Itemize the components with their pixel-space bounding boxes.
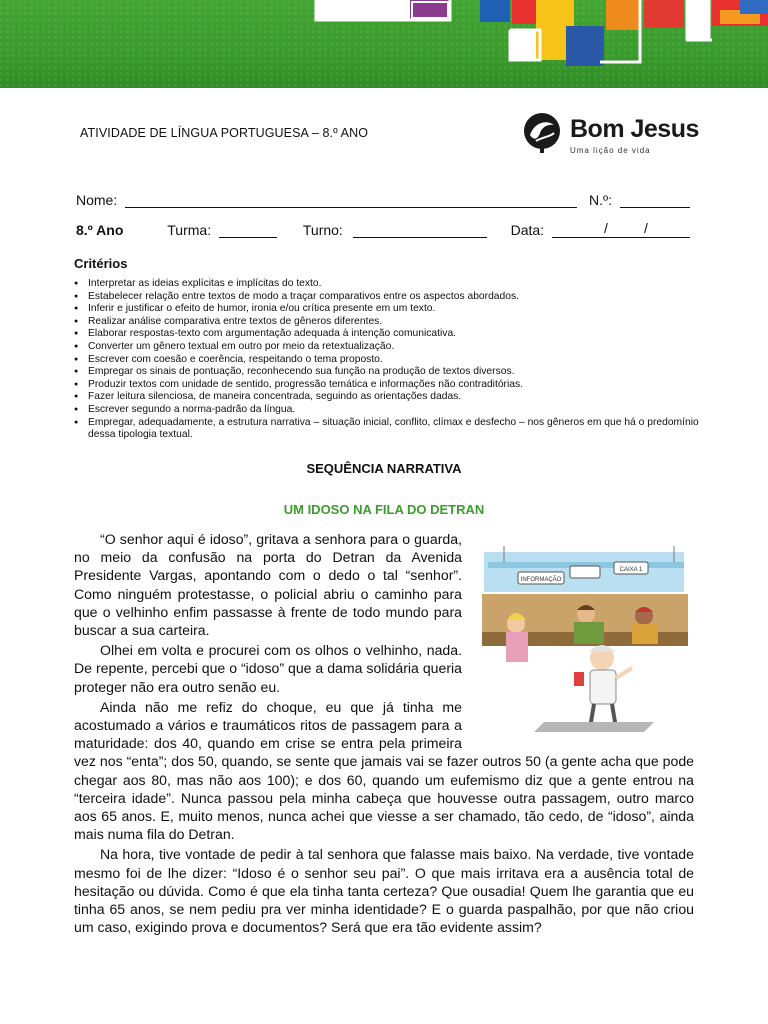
story-paragraph: Olhei em volta e procurei com os olhos o velhinho, nada. De repente, percebi que o “idoso” que a dama solidária queria proteger não era outro senão eu.: [74, 642, 462, 695]
criterios-list: [74, 278, 708, 442]
criterio-item: ● Empregar, adequadamente, a estrutura narrativa – situação inicial, conflito, clímax e desfecho – nos gêneros em que há o predomínio dessa tipologia textual.: [88, 417, 708, 442]
criterio-item: ● Empregar os sinais de pontuação, reconhecendo sua função na produção de textos diversos.: [88, 366, 708, 379]
nome-field[interactable]: [125, 192, 577, 208]
criterio-item: ● Escrever com coesão e coerência, respeitando o tema proposto.: [88, 354, 708, 367]
turma-field[interactable]: [219, 222, 277, 238]
data-label: Data:: [510, 222, 545, 238]
section-title: SEQUÊNCIA NARRATIVA: [306, 461, 462, 476]
numero-field[interactable]: [620, 192, 690, 208]
story-title: UM IDOSO NA FILA DO DETRAN: [283, 502, 485, 517]
ano-label: 8.º Ano: [76, 222, 124, 238]
turno-label: Turno:: [302, 222, 343, 238]
logo-emblem-icon: [522, 111, 562, 153]
criterio-item: ● Escrever segundo a norma-padrão da língua.: [88, 404, 708, 417]
data-slash: /: [603, 220, 608, 236]
bom-jesus-logo: [522, 111, 702, 159]
header-banner: [0, 0, 768, 88]
criterio-item: ● Produzir textos com unidade de sentido, progressão temática e informações não contraditórias.: [88, 379, 708, 392]
turno-field[interactable]: [353, 222, 487, 238]
logo-name: Bom Jesus: [570, 115, 699, 143]
data-field[interactable]: [552, 222, 690, 238]
form-row-name: [76, 192, 690, 208]
sign-informacao: INFORMAÇÃO: [520, 577, 562, 583]
numero-label: N.º:: [589, 192, 613, 208]
banner-graphic: [0, 0, 768, 88]
story-paragraph: Ainda não me refiz do choque, eu que já tinha me acostumado a vários e traumáticos ritos de passagem para a maturidade: dos 40, quando em crise se entra pela primeira vez nos “enta”; dos 50, quando, se sente que jamais vai se fazer outros 50 (a gente acha que pode chegar aos 80, mas não aos 100); e dos 60, quando um eufemismo diz que a gente entrou na “terceira idade”. Nunca passou pela minha cabeça que houvesse outra passagem, outro marco aos 65 anos. E, muito menos, nunca achei que viesse a ser chamado, tão cedo, de “idoso”, ainda mais numa fila do Detran.: [74, 698, 694, 843]
criterio-item: ● Realizar análise comparativa entre textos de gêneros diferentes.: [88, 316, 708, 329]
story-text: [74, 530, 694, 938]
data-slash: /: [643, 220, 648, 236]
criterio-item: ● Fazer leitura silenciosa, de maneira concentrada, seguindo as orientações dadas.: [88, 391, 708, 404]
criterios-heading: Critérios: [74, 256, 128, 271]
story-paragraph: “O senhor aqui é idoso”, gritava a senhora para o guarda, no meio da confusão na porta do Detran da Avenida Presidente Vargas, apontando com o dedo o tal “senhor”. Como ninguém protestasse, o policial abriu o caminho para que o velhinho enfim passasse à frente de todo mundo para buscar a sua carteira.: [74, 531, 462, 639]
sign-caixa: CAIXA 1: [619, 567, 643, 573]
logo-tagline: Uma lição de vida: [570, 146, 651, 155]
story-paragraph: Na hora, tive vontade de pedir à tal senhora que falasse mais baixo. Na verdade, tive vontade mesmo foi de lhe dizer: “Idoso é o senhor seu pai”. O que mais irritava era a ausência total de hesitação ou dúvida. Como é que ela tinha tanta certeza? Que ousadia! Quem lhe garantia que eu tinha 65 anos, se nem pediu pra ver minha identidade? E o guarda paspalhão, por que não criou um caso, exigindo prova e documentos? Será que era tão evidente assim?: [74, 846, 694, 936]
form-row-class: [76, 222, 690, 238]
detran-queue-illustration: [474, 532, 694, 738]
criterio-item: ● Inferir e justificar o efeito de humor, ironia e/ou crítica presente em um texto.: [88, 303, 708, 316]
criterio-item: ● Converter um gênero textual em outro por meio da retextualização.: [88, 341, 708, 354]
nome-label: Nome:: [76, 192, 118, 208]
turma-label: Turma:: [167, 222, 212, 238]
activity-title: ATIVIDADE DE LÍNGUA PORTUGUESA – 8.º ANO: [80, 126, 369, 140]
criterio-item: ● Interpretar as ideias explícitas e implícitas do texto.: [88, 278, 708, 291]
criterio-item: ● Elaborar respostas-texto com argumentação adequada à intenção comunicativa.: [88, 328, 708, 341]
criterio-item: ● Estabelecer relação entre textos de modo a traçar comparativos entre os aspectos abordados.: [88, 291, 708, 304]
